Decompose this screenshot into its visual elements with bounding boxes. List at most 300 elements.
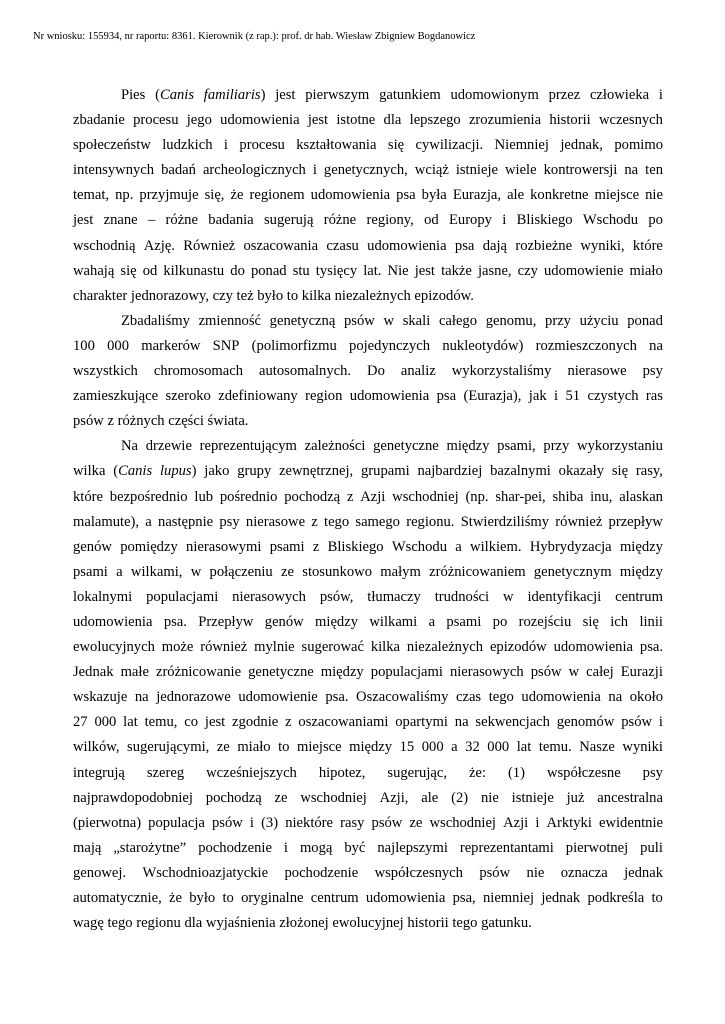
word: [360, 485, 385, 510]
word-part: połączeniu: [209, 563, 273, 580]
word-part: psów: [371, 814, 403, 831]
word: [349, 735, 392, 760]
word: [208, 208, 253, 233]
word: [407, 635, 483, 660]
word: [204, 83, 266, 108]
word: [163, 259, 224, 284]
word: [620, 535, 663, 560]
word-part: jako: [204, 463, 230, 480]
word: [461, 510, 549, 535]
word-part: markerów: [141, 337, 201, 354]
word: [410, 108, 461, 133]
text-line: [73, 108, 663, 133]
word-part: Hybrydyzacja: [529, 538, 612, 555]
word-part: ponad: [250, 262, 287, 279]
word: [324, 158, 408, 183]
word: [620, 560, 663, 585]
word: [531, 660, 562, 685]
word-part: lat: [123, 714, 138, 731]
text-line: [73, 610, 663, 635]
word: [113, 836, 186, 861]
word: [250, 811, 254, 836]
word-part: psa: [454, 237, 475, 254]
word: [587, 384, 638, 409]
word-part: tego: [324, 513, 350, 530]
word-part: Jednak: [73, 664, 114, 681]
word: [608, 685, 622, 710]
word-part: ten: [645, 162, 663, 179]
word-part: chromosomach: [153, 363, 244, 380]
word-part: po: [648, 212, 663, 229]
word-part: tysięcy: [315, 262, 358, 279]
paragraph-3: [73, 434, 663, 936]
word-part: psów: [212, 814, 243, 831]
text-line: [73, 133, 663, 158]
word: [110, 485, 188, 510]
word-part: psa: [396, 187, 416, 204]
word-part: wschodnią: [73, 237, 136, 254]
word: [554, 384, 558, 409]
word-part: historii: [549, 112, 591, 129]
word-part: nie: [480, 789, 499, 806]
word: [373, 434, 439, 459]
word: [367, 585, 421, 610]
word: [241, 886, 303, 911]
word: [131, 560, 182, 585]
word-part: już: [566, 789, 585, 806]
word: [435, 585, 489, 610]
word-part: rasy: [340, 814, 365, 831]
word-part: trudności: [434, 588, 490, 605]
word-part: również: [200, 639, 248, 656]
word-part: że:: [468, 764, 486, 781]
word-part: Wschodnioazjatyckie: [142, 864, 269, 881]
word: [284, 836, 288, 861]
word-part: najprawdopodobniej: [73, 789, 193, 806]
word: [73, 384, 158, 409]
word-part: pochodzenie: [284, 864, 359, 881]
word: [336, 108, 375, 133]
text-line: [73, 284, 663, 309]
word-part: miało: [629, 262, 663, 279]
text-line: [73, 635, 663, 660]
word: [451, 786, 468, 811]
word-part: nukleotydów): [442, 337, 524, 354]
word-part: co: [184, 714, 199, 731]
word: [417, 459, 482, 484]
word: [400, 735, 415, 760]
word-part: reprezentantami: [459, 839, 554, 856]
word: [265, 610, 304, 635]
word: [121, 83, 145, 108]
word: [320, 585, 354, 610]
word: [200, 434, 297, 459]
word: [455, 535, 461, 560]
word: [203, 158, 306, 183]
word-part: wcześniejszych: [206, 764, 297, 781]
word-part: i: [535, 814, 540, 831]
word: [313, 158, 317, 183]
word: [549, 108, 590, 133]
word-part: pośrednio: [219, 488, 278, 505]
word: [344, 309, 375, 334]
word-part: gatunkiem: [379, 87, 441, 103]
word-part: Azję.: [143, 237, 175, 254]
word-part: z: [311, 513, 318, 530]
word: [456, 685, 481, 710]
paragraph-1: [73, 83, 663, 309]
word-part: jednorazowe: [156, 689, 231, 706]
word: [455, 710, 469, 735]
word: [313, 535, 319, 560]
word: [218, 384, 297, 409]
word: [479, 861, 510, 886]
text-line: [73, 459, 663, 484]
word-part: między: [619, 538, 663, 555]
word: [580, 309, 619, 334]
word-part: populacjami: [370, 664, 443, 681]
word-part: 51: [565, 388, 581, 405]
word: [659, 83, 663, 108]
word: [583, 208, 638, 233]
word-part: Azji: [503, 814, 529, 831]
word: [224, 133, 228, 158]
word: [475, 710, 550, 735]
word-part: Europy: [448, 212, 492, 229]
word-part: 15: [399, 739, 415, 756]
word-part: które: [632, 237, 663, 254]
word-part: udomowienie: [544, 262, 624, 279]
word: [615, 585, 663, 610]
word-part: 32: [465, 739, 480, 756]
word-part: pomiędzy: [120, 538, 178, 555]
word-part: jasne,: [477, 262, 512, 279]
word: [73, 685, 127, 710]
word-part: psów: [479, 864, 511, 881]
word: [270, 535, 305, 560]
word-part: wczesnych: [598, 112, 663, 129]
word: [595, 183, 640, 208]
word: [430, 811, 496, 836]
word-part: pomimo: [614, 137, 663, 154]
word-part: przez: [548, 87, 581, 103]
word-part: między: [349, 739, 393, 756]
word: [614, 133, 663, 158]
word: [490, 459, 551, 484]
word: [199, 309, 261, 334]
word: [300, 836, 332, 861]
text-line: [73, 660, 663, 685]
word: [73, 359, 138, 384]
word: [465, 735, 480, 760]
word: [630, 685, 663, 710]
word: [316, 259, 357, 284]
word-part: Oszacowaliśmy: [356, 689, 449, 706]
word: [565, 384, 580, 409]
word-part: i: [658, 714, 663, 731]
word: [388, 259, 409, 284]
word: [120, 259, 136, 284]
word: [73, 836, 101, 861]
word-part: była: [421, 187, 447, 204]
word: [305, 434, 366, 459]
word: [566, 836, 628, 861]
word: [165, 384, 210, 409]
word-part: konkretne: [530, 187, 589, 204]
word-part: Zbadaliśmy: [121, 312, 190, 329]
word-part: puli: [640, 839, 663, 856]
word: [387, 761, 447, 786]
word-part: cywilizacji.: [415, 137, 484, 154]
word: [248, 660, 314, 685]
word-part: udomowienia: [349, 388, 430, 405]
word: [73, 585, 132, 610]
word-part: wskazuje: [73, 689, 128, 706]
word: [321, 660, 364, 685]
word-part: z: [285, 714, 292, 731]
word-part: identyfikacji: [527, 588, 602, 605]
word-part: zdefiniowany: [218, 388, 298, 405]
word: [156, 685, 231, 710]
word: [527, 861, 545, 886]
word: [610, 610, 628, 635]
word: [659, 710, 663, 735]
word-part: i: [658, 87, 663, 103]
word-part: psy: [642, 363, 663, 380]
word: [73, 158, 154, 183]
word-part: –: [147, 212, 156, 229]
word: [120, 535, 178, 560]
word: [640, 635, 663, 660]
word-part: małe: [120, 664, 149, 681]
word-part: między: [619, 563, 663, 580]
word: [162, 133, 212, 158]
word: [205, 710, 225, 735]
word: [246, 510, 305, 535]
word: [470, 535, 521, 560]
word: [648, 208, 663, 233]
word-part: lub: [194, 488, 214, 505]
word-part: wilkami,: [130, 563, 183, 580]
word: [409, 811, 422, 836]
word-part: niektóre: [285, 814, 334, 831]
word: [422, 183, 447, 208]
word-part: jednak: [624, 864, 663, 881]
word: [384, 108, 402, 133]
word: [275, 83, 295, 108]
word-part: nierasowe: [567, 363, 627, 380]
word-part: sekwencjach: [475, 714, 550, 731]
word-part: się: [582, 613, 599, 630]
word: [392, 485, 458, 510]
word: [158, 510, 213, 535]
word-part: psa,: [452, 890, 476, 906]
word: [121, 309, 190, 334]
word-part: z: [312, 538, 320, 555]
word: [517, 735, 532, 760]
word: [652, 886, 663, 911]
word-part: zamieszkujące: [73, 388, 159, 405]
word-part: udomowienia: [365, 890, 446, 906]
word: [169, 886, 182, 911]
word-part: psa.: [639, 639, 663, 656]
word-part: nierasowych: [449, 664, 524, 681]
word: [261, 811, 278, 836]
word-part: (: [113, 463, 119, 480]
word-part: kilka: [370, 639, 401, 656]
word-part: udomowienie: [238, 689, 318, 706]
word-part: 27: [73, 714, 88, 731]
word-part: reprezentującym: [199, 438, 297, 455]
word-part: centrum: [615, 588, 663, 605]
word: [73, 761, 125, 786]
text-line: [73, 485, 663, 510]
word: [361, 459, 410, 484]
word: [145, 710, 178, 735]
word-part: genów: [73, 538, 112, 555]
word-part: Eurazja,: [452, 187, 502, 204]
word-part: między: [315, 613, 359, 630]
text-line: [73, 535, 663, 560]
word: [643, 359, 663, 384]
word-part: analiz: [400, 363, 436, 380]
word: [347, 485, 353, 510]
word-part: od: [142, 262, 158, 279]
word-part: zrozumienia: [468, 112, 542, 129]
word: [580, 234, 624, 259]
word: [453, 183, 501, 208]
word-part: i: [502, 212, 507, 229]
word-part: mylnie: [254, 639, 295, 656]
word-part: nierasowymi: [186, 538, 262, 555]
word-part: temu.: [538, 739, 572, 756]
word-part: epizodów: [489, 639, 547, 656]
word-part: Azji,: [379, 789, 409, 806]
word: [204, 459, 229, 484]
word: [123, 710, 138, 735]
word: [449, 208, 492, 233]
word-part: intensywnych: [73, 162, 155, 179]
word: [643, 761, 663, 786]
word-part: w: [383, 312, 395, 329]
word: [148, 208, 155, 233]
word: [503, 585, 514, 610]
word: [293, 259, 310, 284]
word-part: się: [387, 137, 405, 154]
word-part: ras: [645, 388, 663, 405]
text-line: [73, 886, 663, 911]
word: [121, 434, 138, 459]
word: [640, 836, 663, 861]
word-part: genomu,: [485, 312, 537, 329]
word-part: psami: [269, 538, 305, 555]
word-part: samego: [355, 513, 400, 530]
word-part: psami,: [497, 438, 536, 455]
word: [222, 886, 233, 911]
word: [73, 811, 141, 836]
word: [305, 83, 369, 108]
word: [217, 735, 230, 760]
word: [424, 208, 439, 233]
word-part: wilkiem.: [470, 538, 522, 555]
word: [396, 183, 415, 208]
word-part: najbardziej: [417, 463, 483, 480]
word: [437, 384, 456, 409]
word-part: ): [191, 463, 197, 480]
word-part: znane: [103, 212, 138, 229]
word-part: integrują: [73, 764, 125, 781]
word: [371, 635, 400, 660]
word: [469, 108, 541, 133]
word: [135, 685, 149, 710]
word-part: wahają: [73, 262, 115, 279]
word: [429, 610, 435, 635]
word-part: które: [73, 488, 103, 505]
word: [324, 510, 349, 535]
word: [543, 434, 569, 459]
word-part: autosomalnych.: [259, 363, 352, 380]
word: [495, 133, 549, 158]
word-part: lepszego: [409, 112, 461, 129]
word: [497, 434, 536, 459]
word-part: z: [346, 488, 354, 505]
word: [296, 133, 376, 158]
word: [162, 635, 194, 660]
word-part: region: [305, 388, 343, 405]
word-part: (pierwotna): [73, 814, 142, 831]
word: [624, 158, 638, 183]
word-part: Pies: [121, 87, 146, 103]
word-part: sugerują: [263, 212, 314, 229]
word-part: społeczeństw: [73, 137, 151, 154]
word: [553, 485, 584, 510]
word: [567, 359, 626, 384]
word: [579, 735, 615, 760]
word-part: i: [554, 388, 559, 405]
word-part: i: [249, 814, 254, 831]
word-part: ale: [421, 789, 439, 806]
word-part: tłumaczy: [367, 588, 421, 605]
word: [73, 485, 103, 510]
word: [379, 83, 441, 108]
text-line: [73, 208, 663, 233]
word: [315, 610, 358, 635]
word: [367, 359, 385, 384]
word-part: kształtowania: [296, 137, 377, 154]
word: [311, 183, 390, 208]
word: [300, 786, 366, 811]
word: [627, 309, 663, 334]
text-line: [73, 234, 663, 259]
word-part: stu: [292, 262, 310, 279]
word: [590, 83, 649, 108]
word-part: ale: [507, 187, 525, 204]
word: [490, 635, 547, 660]
word-part: centrum: [310, 890, 359, 906]
word: [220, 485, 278, 510]
word: [73, 886, 162, 911]
word: [264, 208, 313, 233]
word: [198, 836, 272, 861]
word-part: jest: [73, 212, 94, 229]
word: [73, 786, 193, 811]
word-part: sugerującymi,: [127, 739, 210, 756]
text-segment: charakter jednorazowy, czy też było to kilka niezależnych epizodów.: [73, 287, 474, 304]
text-line: [73, 409, 663, 434]
word: [355, 510, 400, 535]
word-part: lat: [516, 739, 532, 756]
word-part: jest: [275, 87, 296, 103]
